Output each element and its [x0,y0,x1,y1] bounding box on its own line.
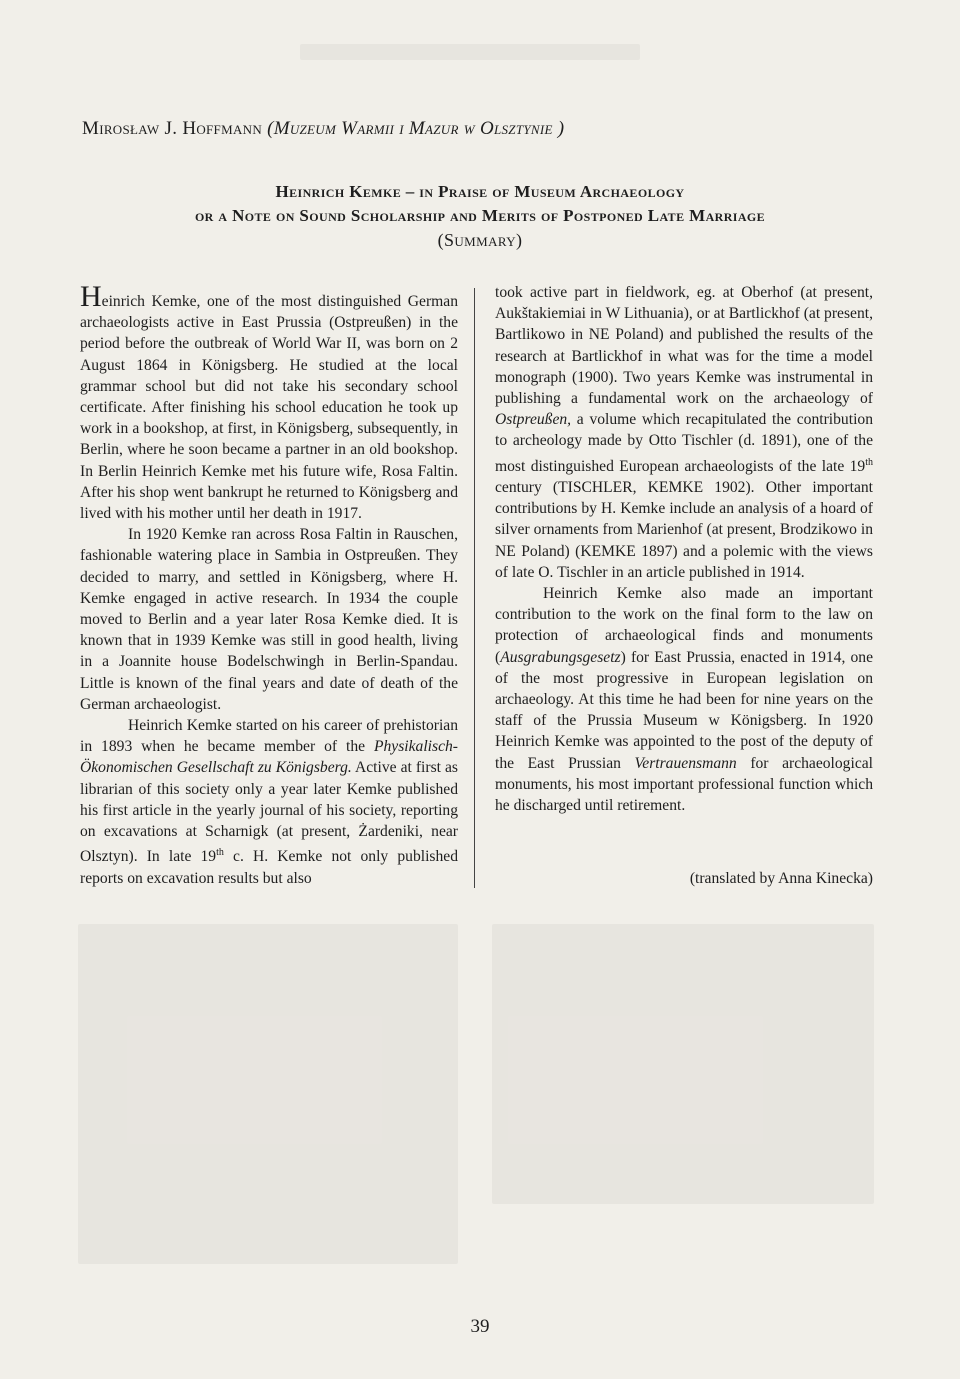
left-column [80,282,458,889]
paragraph-3-text-c: c. H. Kemke not only published reports on excavation results but also [80,848,458,887]
paragraph-4-text-b: a volume which recapitulated the contribution to archeology made by Otto Tischler (d. 1891), one of the most distinguished European archaeologists of the late 19 [495,411,873,475]
title-line-1: Heinrich Kemke – in Praise of Museum Archaeology [275,182,685,201]
paragraph-5-text-b: ) for East Prussia, enacted in 1914, one of the most progressive in European legislation on archaeology. At this time he had been for nine years on the staff of the Prussia Museum w Königsberg. In 1920 Heinrich Kemke was appointed to the post of the deputy of the East Prussian [495,648,873,772]
paragraph-1 [80,282,458,524]
paragraph-3 [80,715,458,889]
author-affiliation: (Muzeum Warmii i Mazur w Olsztynie ) [267,118,565,139]
right-column [495,282,873,816]
paragraph-5-text-c: for archaeological monuments, his most important professional function which he discharged until retirement. [495,754,873,815]
vertrauensmann-term: Vertrauensmann [634,754,737,772]
show-through-header [300,44,640,60]
paragraph-4-text-c: century (TISCHLER, KEMKE 1902). Other important contributions by H. Kemke include an analysis of a hoard of silver ornaments from Marienhof (at present, Brodzikowo in NE Poland) (KEMKE 1897) and a polemic with the views of late O. Tischler in an article published in 1914. [495,479,873,581]
translator-credit: (translated by Anna Kinecka) [689,870,873,887]
column-divider [474,288,475,888]
page-number: 39 [470,1316,490,1337]
paragraph-3-text-a: Heinrich Kemke started on his career of prehistorian in 1893 when he became member of the [80,717,458,756]
author-name: Mirosław J. Hoffmann [82,118,263,139]
paragraph-4-text-a: took active part in fieldwork, eg. at Oberhof (at present, Aukštakiemiai in W Lithuania), or at Bartlickhof (at present, Bartlikowo in NE Poland) and published the results of the research at Bartlickhof in what was for the time a model monograph (1900). Two years Kemke was instrumental in publishing a fundamental work on the archaeology of [495,284,873,408]
author-line [82,118,882,140]
title-line-2: or a Note on Sound Scholarship and Merits of Postponed Late Marriage [194,206,766,225]
paragraph-1-text: einrich Kemke, one of the most distinguished German archaeologists active in East Prussia (Ostpreußen) in the period before the outbreak of World War II, was born on 2 August 1864 in Königsberg. He studied at the local grammar school but did not take his secondary school certificate. After finishing his school education he took up work in a bookshop, at first, in Königsberg, subsequently, in Berlin, where he soon became a partner in an old bookshop. In Berlin Heinrich Kemke met his future wife, Rosa Faltin. After his shop went bankrupt he returned to Königsberg and lived with his mother until her death in 1917. [80,293,458,523]
show-through-footnotes-left [78,924,458,1264]
paragraph-5 [495,583,873,816]
paragraph-5-text-a: Heinrich Kemke also made an important contribution to the work on the final form to the law on protection of archaeological finds and monuments ( [495,585,873,666]
paragraph-3-text-b: Active at first as librarian of this society only a year later Kemke published his first article in the yearly journal of his society, reporting on excavations at Scharnigk (at present, Żardeniki, near Olsztyn). In late 19 [80,759,458,866]
summary-label: (Summary) [437,230,523,250]
superscript-th-2: th [865,456,873,468]
society-name: Physikalisch-Ökonomischen Gesellschaft zu Königsberg. [80,738,458,777]
article-title [100,180,860,252]
paragraph-4 [495,282,873,583]
superscript-th: th [216,847,224,859]
paragraph-2: In 1920 Kemke ran across Rosa Faltin in Rauschen, fashionable watering place in Sambia in Ostpreußen. They decided to marry, and settled in Königsberg, where H. Kemke engaged in active research. In 1934 the couple moved to Berlin and a year later Rosa Kemke died. It is known that in 1939 Kemke was still in good health, living in a Joannite house Bodelschwingh in Berlin-Spandau. Little is known of the final years and date of death of the German archaeologist. [80,526,458,713]
law-term: Ausgrabungsgesetz [500,648,621,666]
show-through-footnotes-right [492,924,874,1204]
drop-cap: H [80,280,102,313]
ostpreussen-term: Ostpreußen, [495,411,572,429]
